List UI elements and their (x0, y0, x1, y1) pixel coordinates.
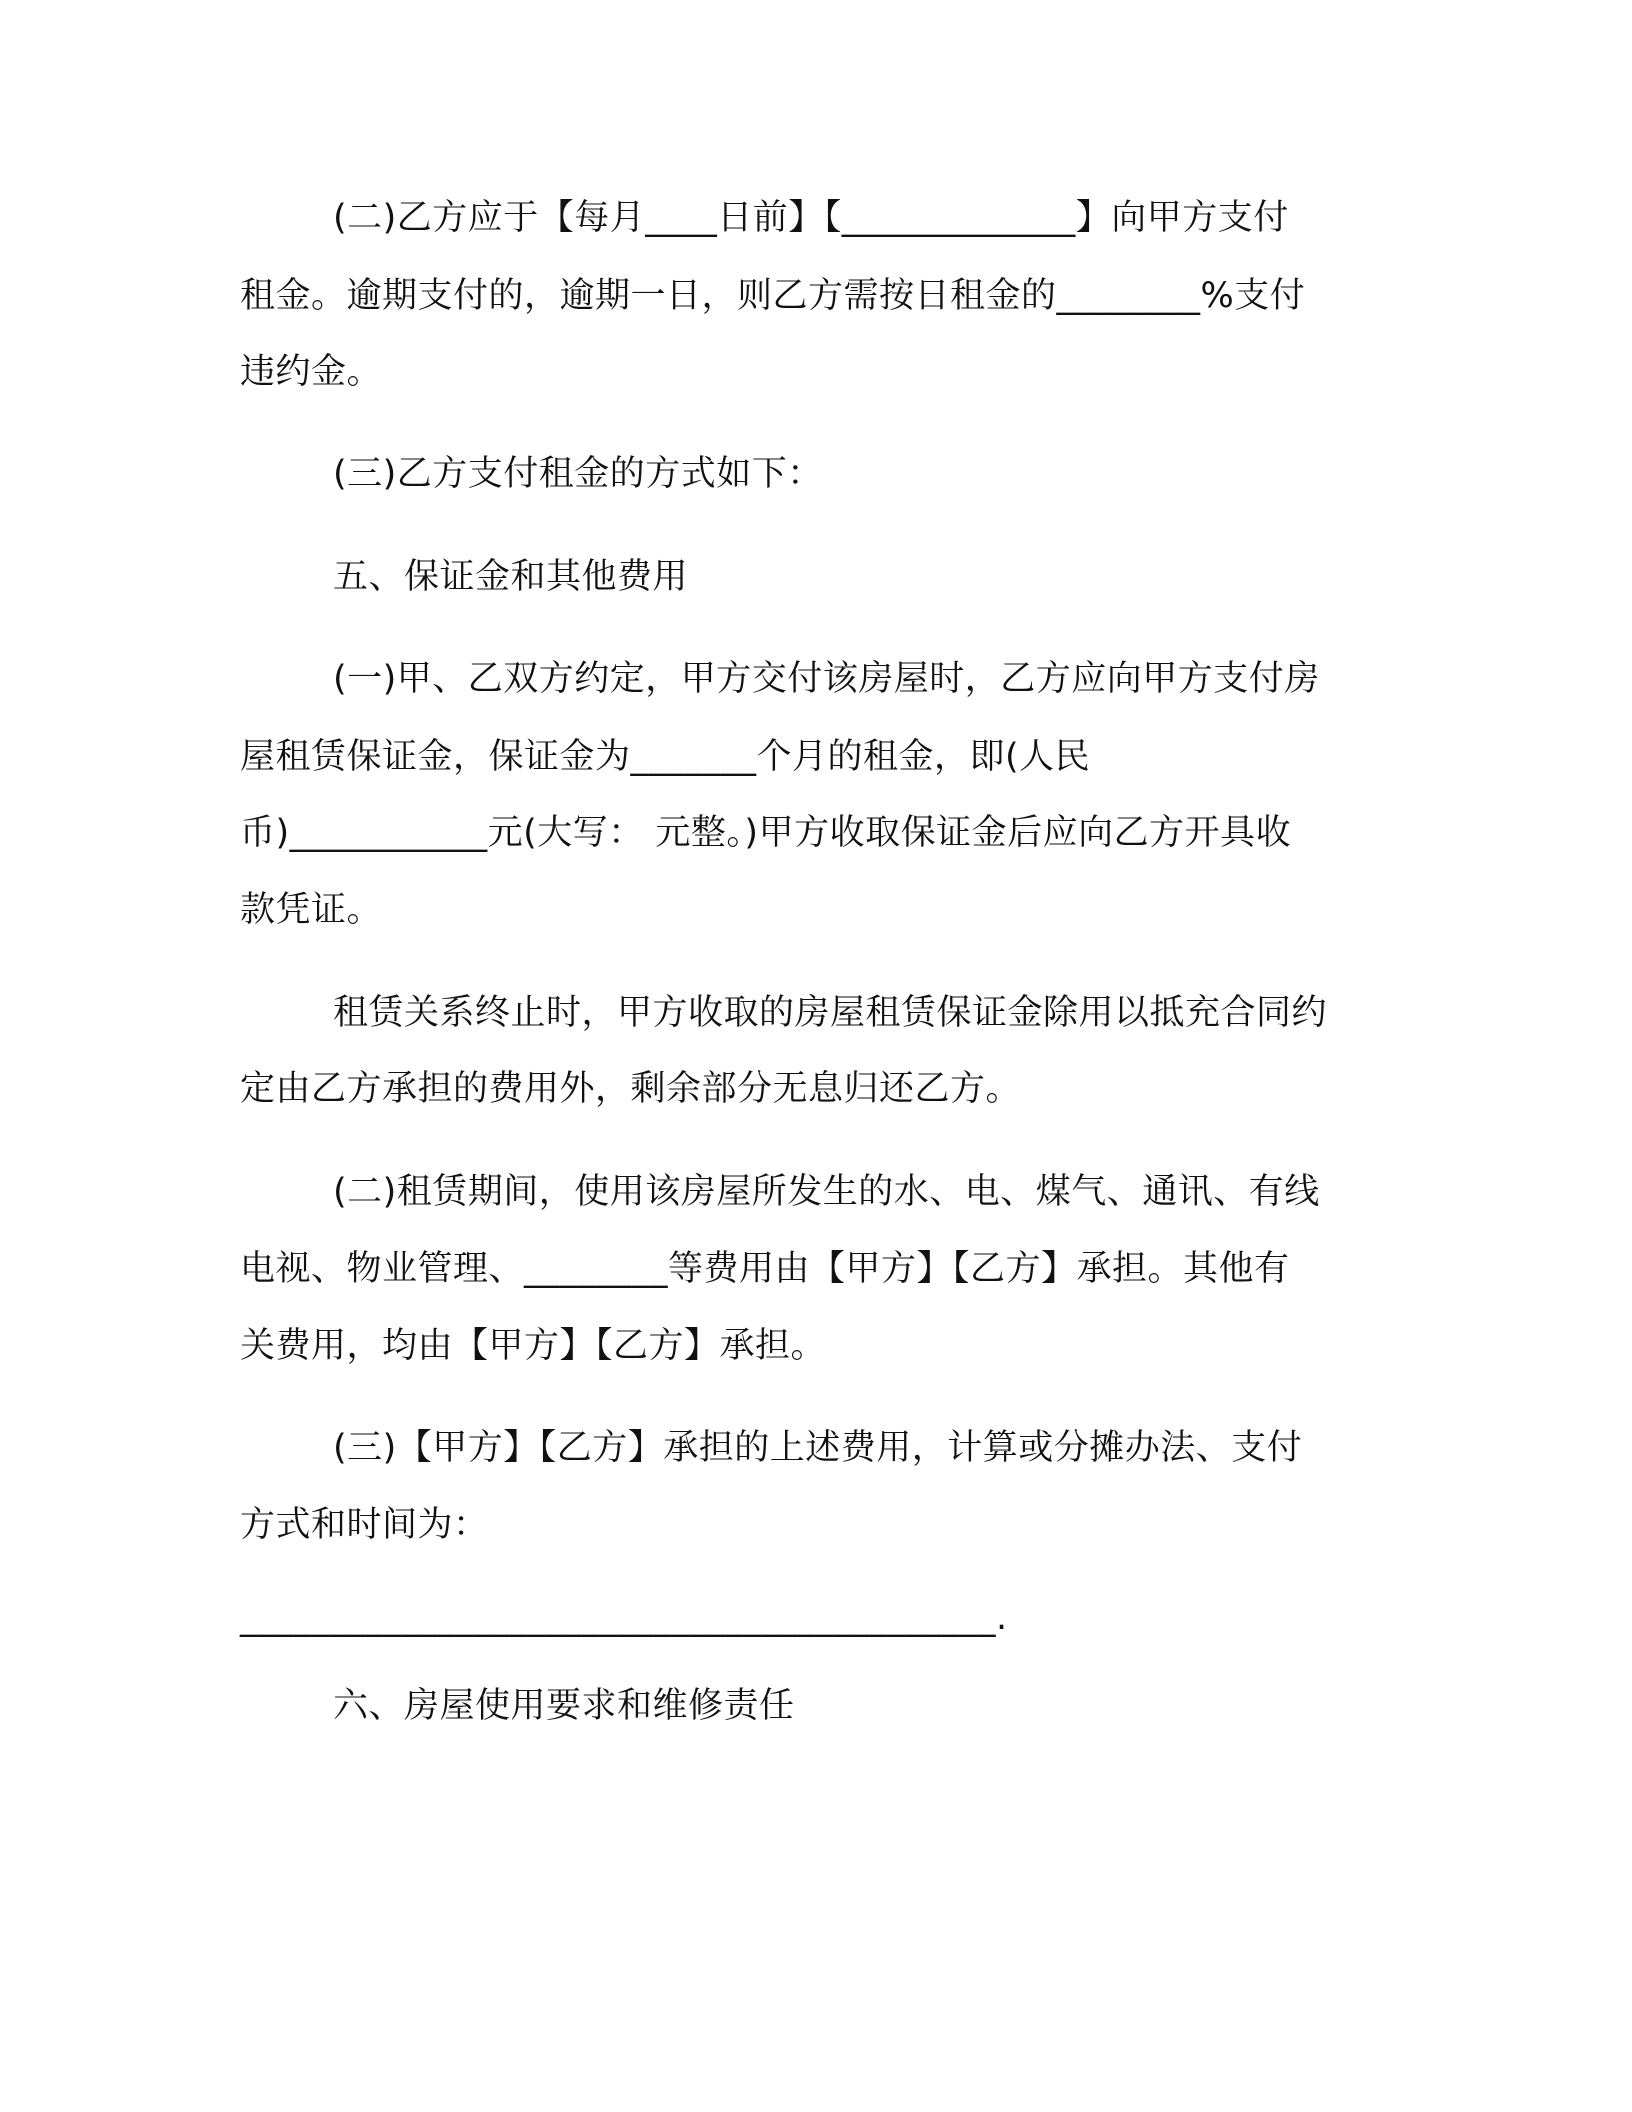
paragraph-rent-due-line-2: 租金。逾期支付的，逾期一日，则乙方需按日租金的________%支付 (240, 276, 1306, 316)
blank-fill-line: __________________________________________. (240, 1598, 1008, 1638)
paragraph-deposit-line-1: (一)甲、乙双方约定，甲方交付该房屋时，乙方应向甲方支付房 (333, 659, 1320, 699)
paragraph-fees-line-1: (二)租赁期间，使用该房屋所发生的水、电、煤气、通讯、有线 (333, 1172, 1320, 1212)
paragraph-deposit-line-4: 款凭证。 (240, 890, 383, 930)
paragraph-termination-line-1: 租赁关系终止时，甲方收取的房屋租赁保证金除用以抵充合同约 (333, 993, 1328, 1033)
section-heading-usage-maintenance: 六、房屋使用要求和维修责任 (333, 1686, 795, 1726)
paragraph-rent-due-line-3: 违约金。 (240, 352, 383, 392)
paragraph-fees-line-3: 关费用，均由【甲方】【乙方】承担。 (240, 1326, 827, 1366)
paragraph-fee-calculation-line-1: (三)【甲方】【乙方】承担的上述费用，计算或分摊办法、支付 (333, 1428, 1303, 1468)
paragraph-fees-line-2: 电视、物业管理、________等费用由【甲方】【乙方】承担。其他有 (240, 1249, 1290, 1289)
paragraph-deposit-line-3: 币)___________元(大写： 元整。)甲方收取保证金后应向乙方开具收 (240, 813, 1292, 853)
paragraph-termination-line-2: 定由乙方承担的费用外，剩余部分无息归还乙方。 (240, 1069, 1022, 1109)
paragraph-fee-calculation-line-2: 方式和时间为： (240, 1505, 489, 1545)
paragraph-rent-due-line-1: (二)乙方应于【每月____日前】【_____________】向甲方支付 (333, 198, 1289, 238)
paragraph-payment-method: (三)乙方支付租金的方式如下： (333, 454, 823, 494)
section-heading-deposit: 五、保证金和其他费用 (333, 557, 689, 597)
paragraph-deposit-line-2: 屋租赁保证金，保证金为_______个月的租金，即(人民 (240, 737, 1091, 777)
